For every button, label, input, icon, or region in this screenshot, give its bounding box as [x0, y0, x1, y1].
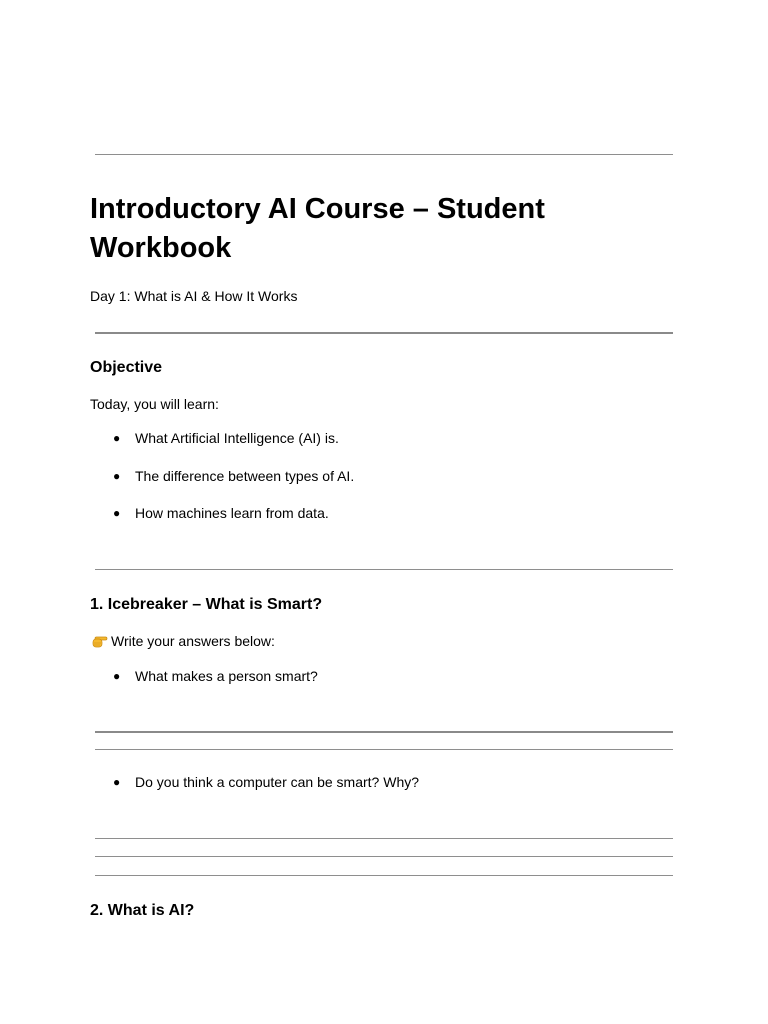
bullet-icon: ●: [113, 669, 121, 683]
answer-line: [95, 838, 673, 839]
document-subtitle: Day 1: What is AI & How It Works: [90, 288, 298, 304]
objective-item-label: How machines learn from data.: [135, 505, 329, 521]
bullet-icon: ●: [113, 506, 121, 520]
document-title: Introductory AI Course – Student Workbook: [90, 193, 545, 264]
bullet-icon: ●: [113, 775, 121, 789]
section-divider: [95, 875, 673, 876]
icebreaker-heading: 1. Icebreaker – What is Smart?: [90, 596, 323, 613]
what-is-ai-heading: 2. What is AI?: [90, 902, 195, 919]
objective-intro: Today, you will learn:: [90, 396, 219, 412]
pointing-hand-icon: [90, 634, 108, 652]
question-label: Do you think a computer can be smart? Why?: [135, 774, 420, 790]
instruction-text: Write your answers below:: [111, 633, 275, 649]
bullet-icon: ●: [113, 469, 121, 483]
objective-item-label: The difference between types of AI.: [135, 468, 355, 484]
subtitle-divider: [95, 332, 673, 334]
objective-heading: Objective: [90, 359, 163, 376]
answer-line: [95, 731, 673, 733]
objective-item-label: What Artificial Intelligence (AI) is.: [135, 430, 339, 446]
top-divider: [95, 154, 673, 155]
answer-line: [95, 749, 673, 750]
section-divider: [95, 569, 673, 570]
question-label: What makes a person smart?: [135, 668, 318, 684]
icebreaker-instruction: [90, 632, 275, 652]
answer-line: [95, 856, 673, 857]
bullet-icon: ●: [113, 431, 121, 445]
